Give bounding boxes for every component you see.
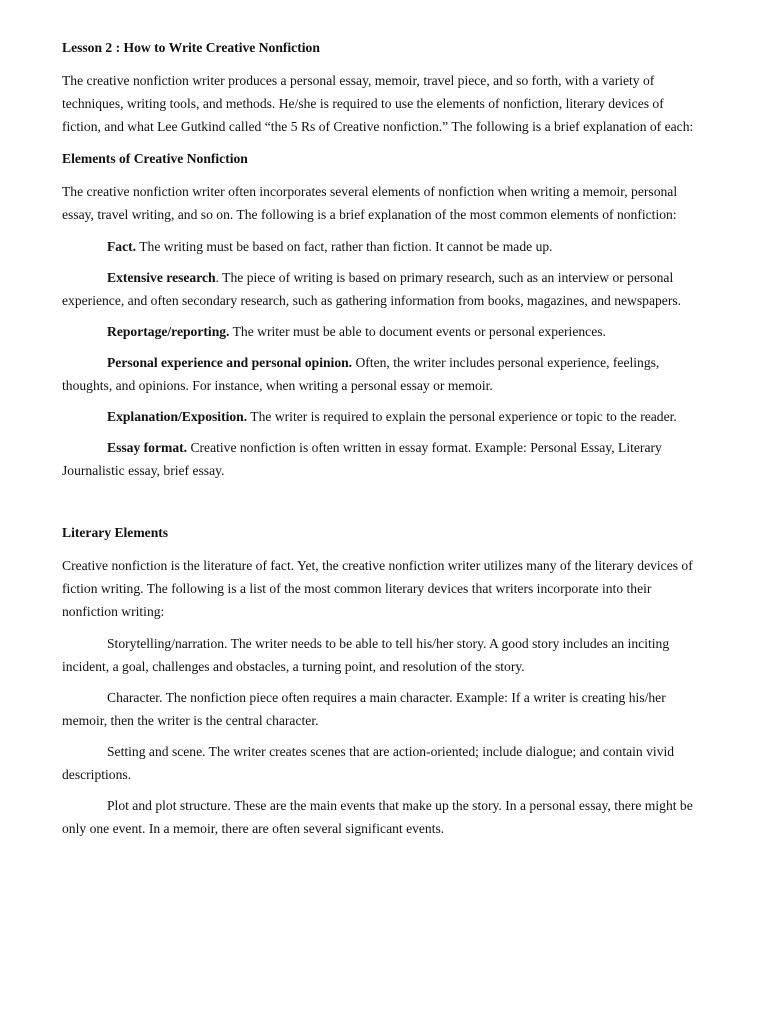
element-item-research xyxy=(62,266,698,312)
element-term: Essay format. xyxy=(107,440,188,455)
lesson-title: Lesson 2 : How to Write Creative Nonfiction xyxy=(62,40,320,55)
element-text: The writer must be able to document events or personal experiences. xyxy=(229,324,606,339)
element-term: Explanation/Exposition. xyxy=(107,409,248,424)
literary-item-storytelling xyxy=(62,632,698,678)
section-spacer xyxy=(62,490,698,521)
literary-intro: Creative nonfiction is the literature of fact. Yet, the creative nonfiction writer utilizes many of the literary devices of fiction writing. The following is a list of the most common literary devices that writers incorporate into their nonfiction writing: xyxy=(62,558,693,619)
literary-item-character xyxy=(62,686,698,732)
document-page xyxy=(62,36,698,848)
element-term: Extensive research xyxy=(107,270,216,285)
element-term: Fact. xyxy=(107,239,137,254)
element-text: . The piece of writing is based on primary research, such as an interview or personal experience, and often secondary research, such as gathering information from books, magazines, and newspapers. xyxy=(62,270,682,308)
element-text: Often, the writer includes personal experience, feelings, thoughts, and opinions. For instance, when writing a personal essay or memoir. xyxy=(62,355,660,393)
element-item-reportage xyxy=(62,320,698,343)
literary-text: Plot and plot structure. These are the main events that make up the story. In a personal essay, there might be only one event. In a memoir, there are often several significant events. xyxy=(62,798,693,836)
element-text: The writer is required to explain the personal experience or topic to the reader. xyxy=(247,409,677,424)
literary-text: Storytelling/narration. The writer needs to be able to tell his/her story. A good story includes an inciting incident, a goal, challenges and obstacles, a turning point, and resolution of the story. xyxy=(62,636,670,674)
element-text: Creative nonfiction is often written in essay format. Example: Personal Essay, Literary Journalistic essay, brief essay. xyxy=(62,440,662,478)
literary-heading: Literary Elements xyxy=(62,525,169,540)
literary-item-setting xyxy=(62,740,698,786)
element-item-essay-format xyxy=(62,436,698,482)
literary-text: Character. The nonfiction piece often requires a main character. Example: If a writer is creating his/her memoir, then the writer is the central character. xyxy=(62,690,666,728)
elements-intro: The creative nonfiction writer often incorporates several elements of nonfiction when writing a memoir, personal essay, travel writing, and so on. The following is a brief explanation of the most common elements of nonfiction: xyxy=(62,184,678,222)
lesson-intro: The creative nonfiction writer produces a personal essay, memoir, travel piece, and so forth, with a variety of techniques, writing tools, and methods. He/she is required to use the elements of nonfiction, literary devices of fiction, and what Lee Gutkind called “the 5 Rs of Creative nonfiction.” The following is a brief explanation of each: xyxy=(62,73,694,134)
literary-item-plot xyxy=(62,794,698,840)
elements-heading: Elements of Creative Nonfiction xyxy=(62,151,248,166)
element-term: Reportage/reporting. xyxy=(107,324,230,339)
element-item-explanation xyxy=(62,405,698,428)
literary-text: Setting and scene. The writer creates scenes that are action-oriented; include dialogue; and contain vivid descriptions. xyxy=(62,744,675,782)
element-item-fact xyxy=(62,235,698,258)
element-term: Personal experience and personal opinion. xyxy=(107,355,353,370)
element-text: The writing must be based on fact, rather than fiction. It cannot be made up. xyxy=(136,239,553,254)
element-item-personal-experience xyxy=(62,351,698,397)
